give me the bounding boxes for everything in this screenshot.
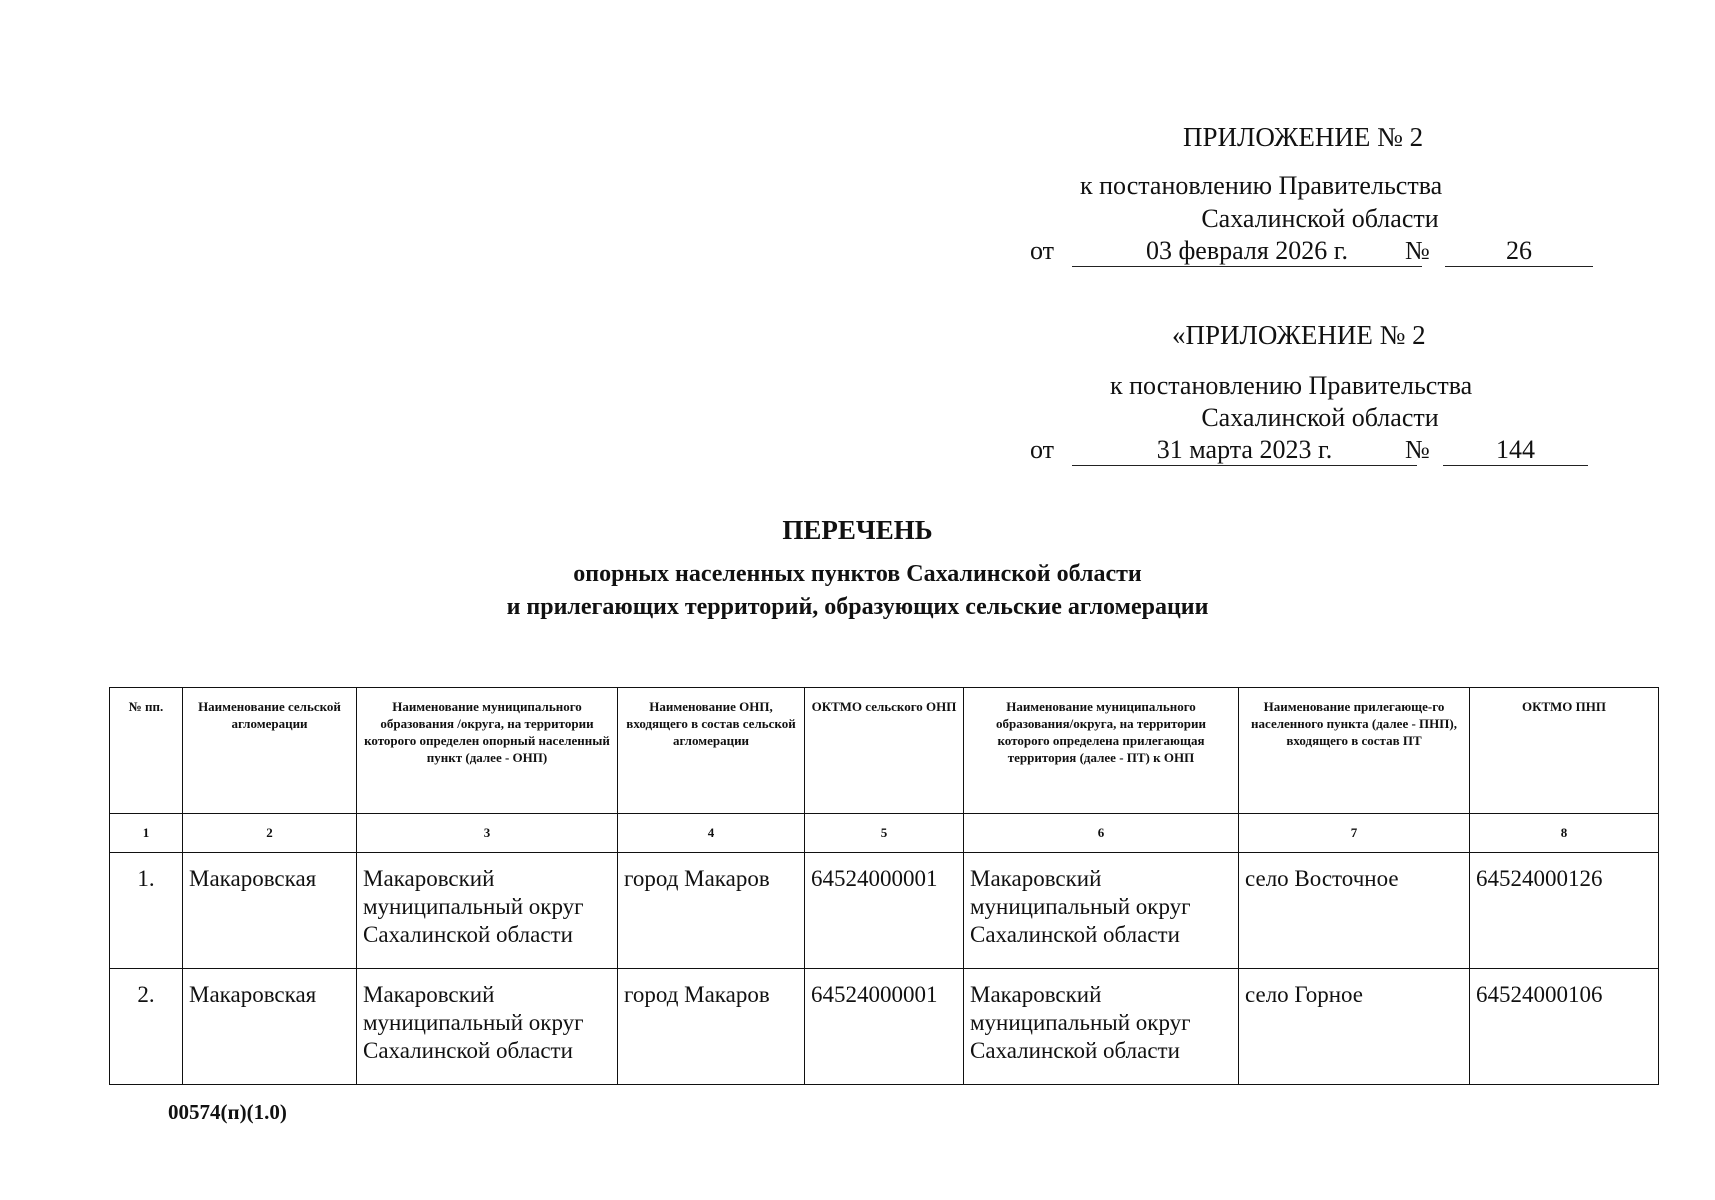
date-field: 03 февраля 2026 г.: [1072, 236, 1422, 267]
column-number: 5: [805, 814, 964, 853]
number-field: 26: [1445, 236, 1593, 267]
quoted-date-prefix: от: [1030, 435, 1055, 464]
appendix-date-row: [1030, 236, 1600, 270]
quoted-number-field: 144: [1443, 435, 1588, 466]
quoted-date-field: 31 марта 2023 г.: [1072, 435, 1417, 466]
quoted-number-prefix: №: [1405, 435, 1430, 464]
column-number: 1: [110, 814, 183, 853]
appendix-title: ПРИЛОЖЕНИЕ № 2: [1183, 122, 1424, 152]
column-header: № пп.: [110, 688, 183, 814]
column-header: Наименование ОНП, входящего в состав сельской агломерации: [618, 688, 805, 814]
table-cell: Макаровская: [183, 853, 357, 969]
appendix-ref-line2: Сахалинской области: [1201, 204, 1439, 233]
table-cell: село Горное: [1239, 969, 1470, 1085]
quoted-ref-line2: Сахалинской области: [1201, 403, 1439, 432]
date-prefix: от: [1030, 236, 1055, 265]
column-header: Наименование муниципального образования /округа, на территории которого определен опорный населенный пункт (далее - ОНП): [357, 688, 618, 814]
document-title: ПЕРЕЧЕНЬ: [782, 515, 933, 545]
table-cell: село Восточное: [1239, 853, 1470, 969]
column-number: 7: [1239, 814, 1470, 853]
table-cell: Макаровский муниципальный округ Сахалинской области: [357, 853, 618, 969]
agglomeration-table: [109, 687, 1659, 1085]
column-header: ОКТМО ПНП: [1470, 688, 1659, 814]
column-number: 6: [964, 814, 1239, 853]
column-number: 2: [183, 814, 357, 853]
quoted-appendix-title: «ПРИЛОЖЕНИЕ № 2: [1172, 320, 1426, 350]
column-header: Наименование сельской агломерации: [183, 688, 357, 814]
table-cell: Макаровский муниципальный округ Сахалинской области: [357, 969, 618, 1085]
number-prefix: №: [1405, 236, 1430, 265]
table-cell: город Макаров: [618, 969, 805, 1085]
column-number-row: [110, 814, 1659, 853]
column-number: 4: [618, 814, 805, 853]
table-header-row: [110, 688, 1659, 814]
quoted-ref-line1: к постановлению Правительства: [1110, 371, 1473, 400]
table-cell: 1.: [110, 853, 183, 969]
table-cell: город Макаров: [618, 853, 805, 969]
document-code: 00574(п)(1.0): [168, 1100, 287, 1124]
document-subtitle-line1: опорных населенных пунктов Сахалинской области: [573, 561, 1142, 587]
table-cell: Макаровская: [183, 969, 357, 1085]
column-header: Наименование прилегающе-го населенного пункта (далее - ПНП), входящего в состав ПТ: [1239, 688, 1470, 814]
quoted-date-row: [1030, 435, 1600, 469]
table-cell: Макаровский муниципальный округ Сахалинской области: [964, 853, 1239, 969]
table-cell: 64524000106: [1470, 969, 1659, 1085]
table-cell: Макаровский муниципальный округ Сахалинской области: [964, 969, 1239, 1085]
table-row: [110, 969, 1659, 1085]
column-header: ОКТМО сельского ОНП: [805, 688, 964, 814]
table-cell: 64524000126: [1470, 853, 1659, 969]
table-row: [110, 853, 1659, 969]
table-cell: 2.: [110, 969, 183, 1085]
table-cell: 64524000001: [805, 969, 964, 1085]
column-header: Наименование муниципального образования/округа, на территории которого определена прилегающая территория (далее - ПТ) к ОНП: [964, 688, 1239, 814]
table-cell: 64524000001: [805, 853, 964, 969]
column-number: 8: [1470, 814, 1659, 853]
appendix-ref-line1: к постановлению Правительства: [1080, 171, 1443, 200]
document-subtitle-line2: и прилегающих территорий, образующих сельские агломерации: [506, 594, 1209, 620]
column-number: 3: [357, 814, 618, 853]
